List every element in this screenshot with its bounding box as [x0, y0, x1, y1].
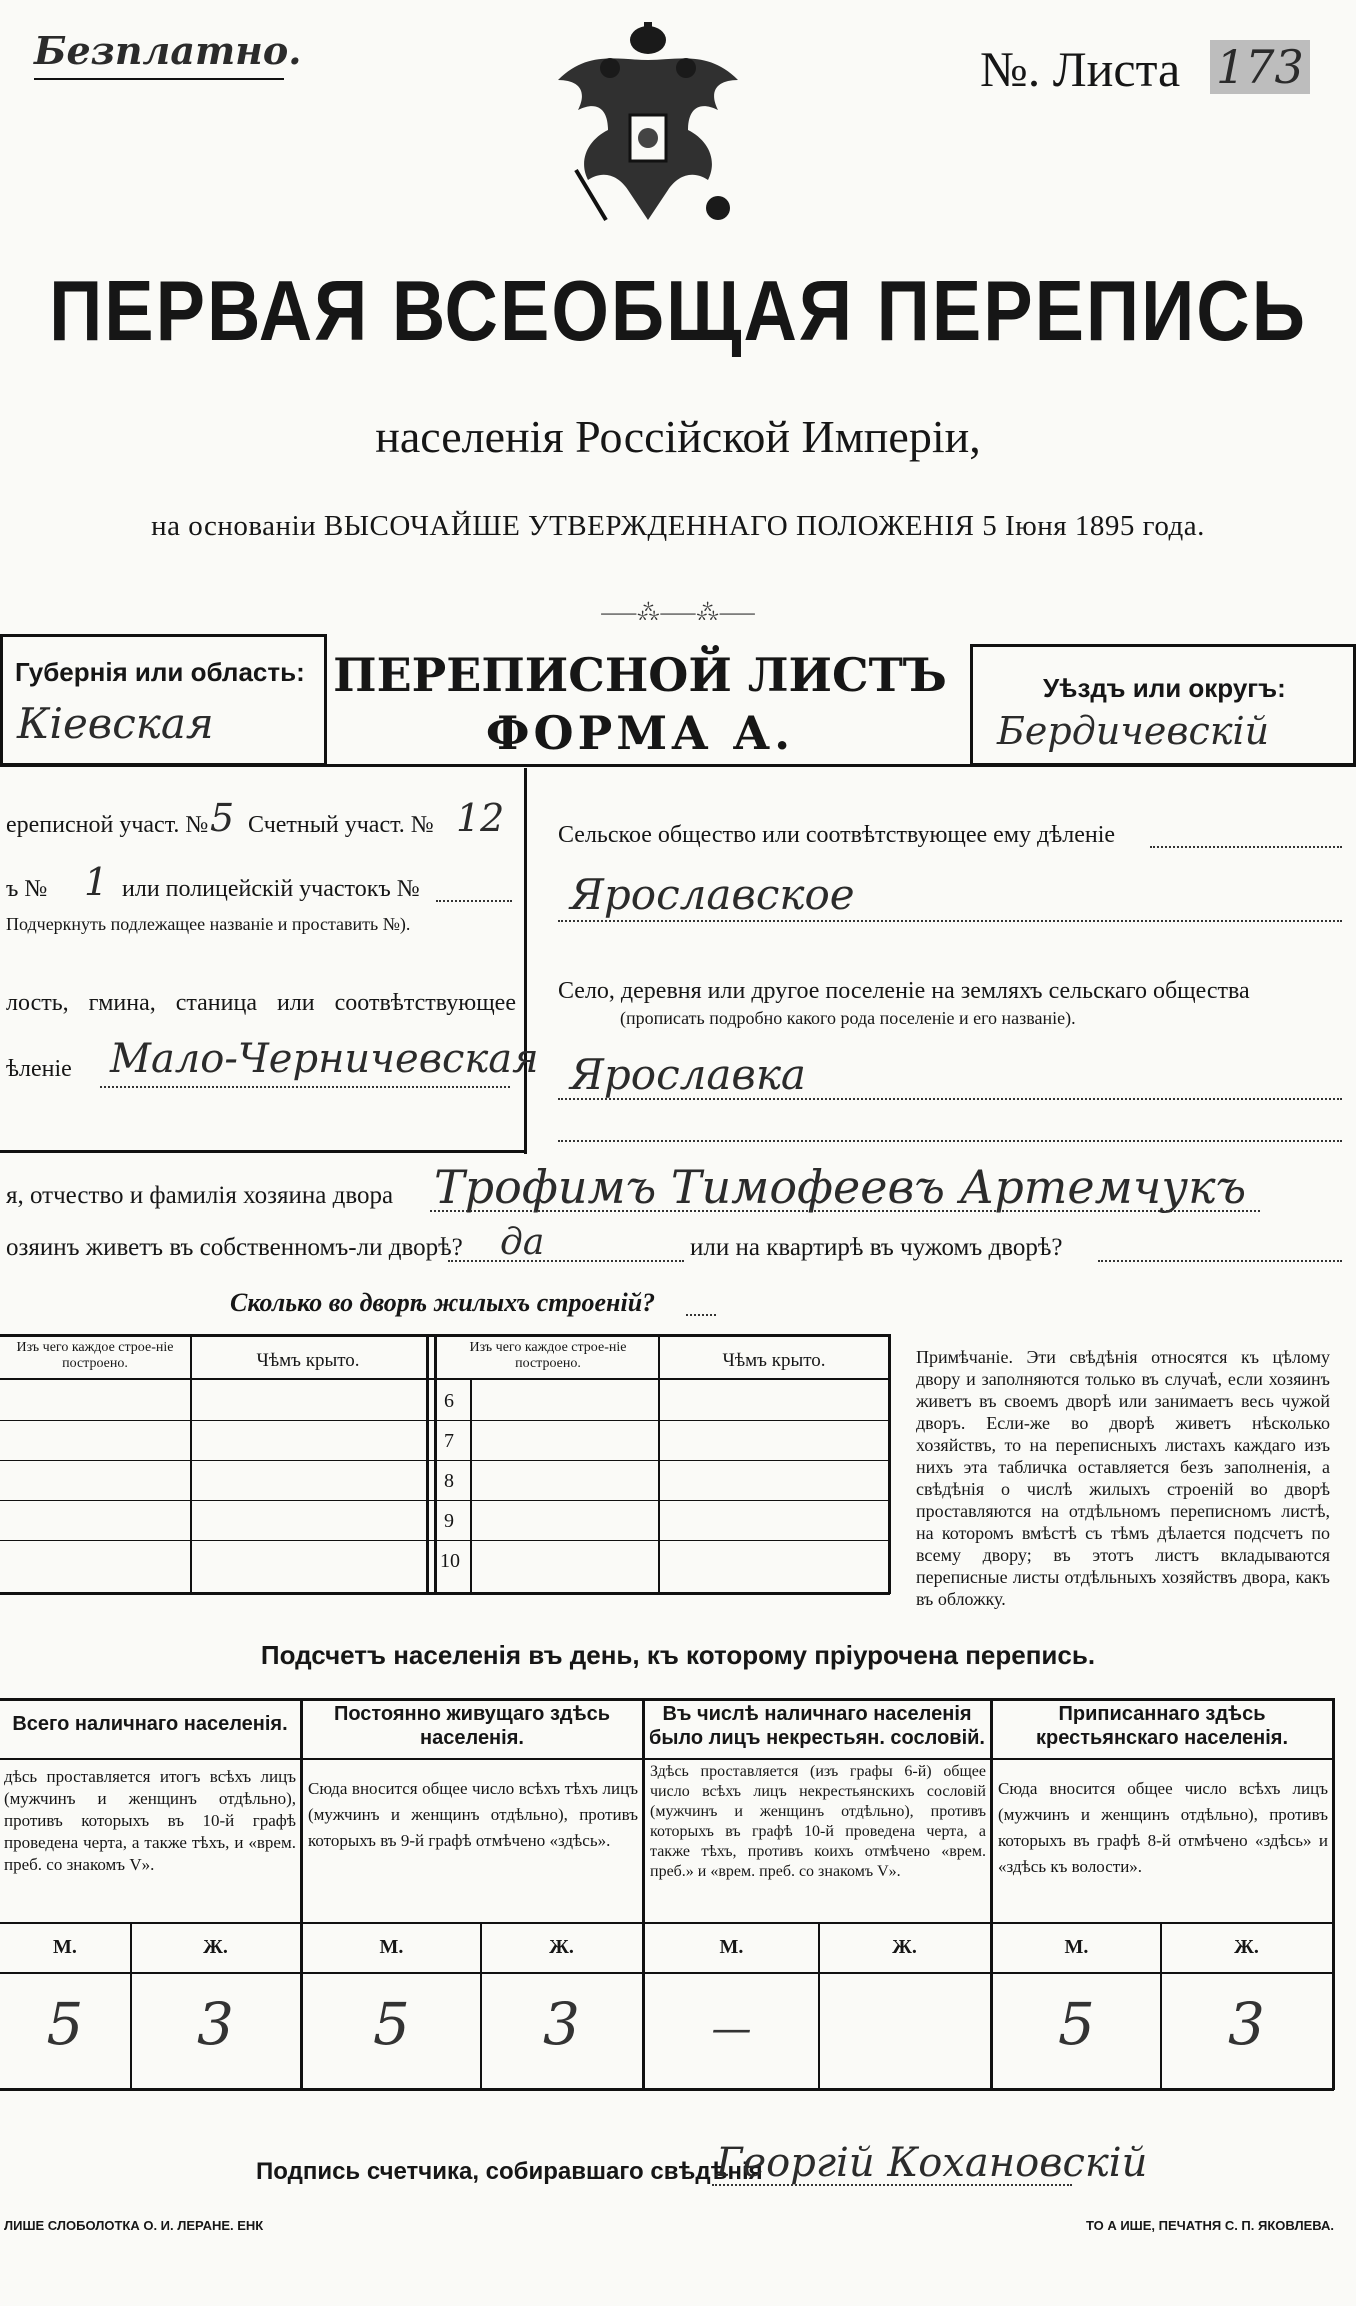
- fields-bottom-rule: [0, 1150, 527, 1153]
- buildings-row-rule-1: [0, 1420, 890, 1421]
- pop-value-female: 3: [1228, 1990, 1265, 2058]
- free-underline: [34, 78, 284, 80]
- fields-divider: [524, 768, 527, 1154]
- village-line-2: [558, 1140, 1342, 1142]
- male-label: М.: [379, 1936, 404, 1958]
- pop-table-right: [1332, 1698, 1335, 2090]
- female-label: Ж.: [1234, 1936, 1259, 1958]
- police-label: или полицейскій участокъ №: [122, 876, 420, 902]
- pop-group-header: Въ числѣ наличнаго населенія было лицъ некрестьян. сословій.: [648, 1703, 985, 1749]
- pop-group-header: Постоянно живущаго здѣсь населенія.: [333, 1703, 611, 1749]
- district-value: Бердичевскій: [997, 709, 1270, 753]
- rural-society-label: Сельское общество или соотвѣтствующее ему дѣленіе: [558, 822, 1116, 848]
- buildings-row-rule-2: [0, 1460, 890, 1461]
- page-title: ПЕРВАЯ ВСЕОБЩАЯ ПЕРЕПИСЬ: [49, 262, 1307, 359]
- own-yard-label: озяинъ живетъ въ собственномъ-ли дворѣ?: [6, 1234, 463, 1261]
- col-roof-right: Чѣмъ крыто.: [722, 1350, 826, 1371]
- owner-label: я, отчество и фамилія хозяина двора: [6, 1182, 394, 1209]
- male-label: М.: [53, 1936, 77, 1958]
- population-title: Подсчетъ населенія въ день, къ которому пріурочена перепись.: [260, 1640, 1096, 1670]
- owner-line: [430, 1210, 1260, 1212]
- buildings-col-divider-left: [190, 1334, 192, 1594]
- sheet-number-label: №. Листа: [980, 41, 1181, 97]
- buildings-line: [686, 1314, 716, 1316]
- division-line: [100, 1086, 510, 1088]
- buildings-table-right: [888, 1334, 891, 1594]
- female-label: Ж.: [892, 1936, 917, 1958]
- buildings-row-num: 10: [440, 1550, 460, 1572]
- buildings-table-mid-1: [426, 1334, 429, 1594]
- pop-value-male: 5: [373, 1990, 410, 2058]
- pop-group-header: Приписаннаго здѣсь крестьянскаго населенія.: [1035, 1703, 1289, 1749]
- sheet-number-value: 173: [1210, 40, 1310, 94]
- volost-label: лость, гмина, станица или соотвѣтствующее: [6, 990, 516, 1016]
- rural-society-value-line: [558, 920, 1342, 922]
- owner-value: Трофимъ Тимофеевъ Артемчукъ: [434, 1160, 1247, 1214]
- pop-group-header: Всего наличнаго населенія.: [12, 1713, 288, 1735]
- free-label: Безплатно.: [34, 28, 302, 73]
- census-section-label: ереписной участ. №: [6, 812, 209, 838]
- form-title: ПЕРЕПИСНОЙ ЛИСТЪ: [333, 648, 947, 702]
- female-label: Ж.: [549, 1936, 574, 1958]
- rural-society-line: [1150, 846, 1342, 848]
- census-section-value: 5: [210, 796, 235, 840]
- signature-value: Георгій Кохановскій: [716, 2140, 1148, 2186]
- police-value-line: [436, 900, 512, 902]
- village-value: Ярославка: [570, 1050, 806, 1099]
- form-subtitle: ФОРМА А.: [485, 706, 795, 760]
- buildings-row-num: 7: [444, 1430, 454, 1452]
- page-subtitle: населенія Россійской Имперіи,: [375, 411, 981, 462]
- division-label: ѣленіе: [6, 1056, 72, 1082]
- buildings-row-num: 8: [444, 1470, 454, 1492]
- buildings-row-rule-4: [0, 1540, 890, 1541]
- male-label: М.: [1064, 1936, 1089, 1958]
- pop-group-desc: дѣсь проставляется итогъ всѣхъ лицъ (мужчинъ и женщинъ отдѣльно), противъ которыхъ въ 10-й графѣ проведена черта, а также тѣхъ, и «врем. преб. со знакомъ V».: [4, 1767, 296, 1874]
- pop-value-female: 3: [543, 1990, 580, 2058]
- village-note: (прописать подробно какого рода поселеніе и его названіе).: [620, 1008, 1076, 1028]
- male-label: М.: [719, 1936, 744, 1958]
- printer-right: ТО А ИШЕ, ПЕЧАТНЯ С. П. ЯКОВЛЕВА.: [1086, 2218, 1334, 2233]
- buildings-row-num: 6: [444, 1390, 454, 1412]
- count-section-value: 12: [456, 796, 505, 840]
- buildings-table-top: [0, 1334, 890, 1337]
- province-box: [0, 634, 327, 766]
- district-label: Уѣздъ или округъ:: [1043, 673, 1286, 703]
- pop-desc-rule: [0, 1922, 1334, 1924]
- own-yard-value: да: [500, 1222, 545, 1263]
- pop-group-desc: Сюда вносится общее число всѣхъ тѣхъ лицъ (мужчинъ и женщинъ отдѣльно), противъ которыхъ въ 9-й графѣ отмѣчено «здѣсь».: [308, 1779, 638, 1850]
- province-label: Губернія или область:: [15, 657, 305, 687]
- stan-value: 1: [84, 860, 109, 904]
- pop-mf-rule: [0, 1972, 1334, 1974]
- division-value: Мало-Черничевская: [110, 1036, 539, 1082]
- pop-group-desc: Сюда вносится общее число всѣхъ лицъ (мужчинъ и женщинъ отдѣльно), противъ которыхъ въ графѣ 8-й отмѣчено «здѣсь» и «здѣсь къ волости».: [998, 1779, 1328, 1876]
- col-built-left: Изъ чего каждое строе-ніе построено.: [16, 1340, 174, 1371]
- note-text: Примѣчаніе. Эти свѣдѣнія относятся къ цѣлому двору и заполняются только въ случаѣ, если хозяинъ живетъ въ своемъ дворѣ или занимаетъ весь чужой дворъ. Если-же во дворѣ живетъ нѣсколько хозяйствъ, то на переписныхъ листахъ каждаго изъ нихъ эта табличка оставляется безъ заполненія, а свѣдѣнія о числѣ жилыхъ строеній во дворѣ проставляются на отдѣльномъ переписномъ листѣ, на которомъ вмѣстѣ съ тѣмъ дѣлается подсчетъ по всему двору; въ этотъ листъ вкладываются переписные листы отдѣльныхъ хозяйствъ двора, какъ въ обложку.: [916, 1347, 1330, 1609]
- district-box: [970, 644, 1356, 766]
- count-section-label: Счетный участ. №: [248, 812, 434, 838]
- pop-group-desc: Здѣсь проставляется (изъ графы 6-й) общее число всѣхъ лицъ некрестьянскихъ сословій (мужчинъ и женщинъ отдѣльно), противъ которыхъ въ графѣ 10-й проведена черта, а также тѣхъ, противъ коихъ отмѣчено «врем. преб.» и «врем. преб. со знакомъ V».: [650, 1763, 986, 1880]
- pop-value-male: 5: [46, 1990, 84, 2058]
- signature-label: Подпись счетчика, собиравшаго свѣдѣнія: [256, 2158, 763, 2185]
- legal-basis: на основаніи ВЫСОЧАЙШЕ УТВЕРЖДЕННАГО ПОЛОЖЕНІЯ 5 Іюня 1895 года.: [151, 510, 1205, 542]
- ornament-divider: ⸺⁂⸺⁂⸺: [600, 600, 756, 625]
- top-boxes-rule: [0, 764, 1356, 767]
- village-label: Село, деревня или другое поселеніе на земляхъ сельскаго общества: [558, 978, 1250, 1004]
- col-built-right: Изъ чего каждое строе-ніе построено.: [469, 1340, 627, 1371]
- signature-line: [712, 2184, 1072, 2186]
- female-label: Ж.: [203, 1936, 228, 1958]
- province-value: Кіевская: [17, 699, 214, 748]
- col-roof-left: Чѣмъ крыто.: [256, 1350, 360, 1371]
- printer-left: ЛИШЕ СЛОБОЛОТКА О. И. ЛЕРАНЕ. ЕНК: [4, 2218, 264, 2233]
- buildings-row-rule-3: [0, 1500, 890, 1501]
- village-line-1: [558, 1098, 1342, 1100]
- pop-table-top: [0, 1698, 1334, 1701]
- pop-value-male: —: [711, 2006, 752, 2052]
- rented-label: или на квартирѣ въ чужомъ дворѣ?: [690, 1234, 1063, 1261]
- pop-header-rule: [0, 1758, 1334, 1760]
- rural-society-value: Ярославское: [570, 870, 855, 919]
- pop-table-bottom: [0, 2088, 1334, 2091]
- buildings-label: Сколько во дворѣ жилыхъ строеній?: [230, 1288, 656, 1317]
- stan-label: ъ №: [6, 876, 48, 902]
- underline-note: Подчеркнуть подлежащее названіе и проставить №).: [6, 914, 411, 934]
- buildings-num-divider: [470, 1378, 472, 1594]
- pop-value-female: 3: [197, 1990, 234, 2058]
- buildings-col-divider-right: [658, 1334, 660, 1594]
- buildings-header-rule: [0, 1378, 890, 1380]
- pop-value-male: 5: [1058, 1990, 1095, 2058]
- own-yard-line: [448, 1260, 684, 1262]
- imperial-eagle-emblem: [548, 20, 748, 230]
- buildings-row-num: 9: [444, 1510, 454, 1532]
- buildings-table-bottom: [0, 1592, 890, 1595]
- buildings-table-mid-2: [434, 1334, 437, 1594]
- rented-line: [1098, 1260, 1342, 1262]
